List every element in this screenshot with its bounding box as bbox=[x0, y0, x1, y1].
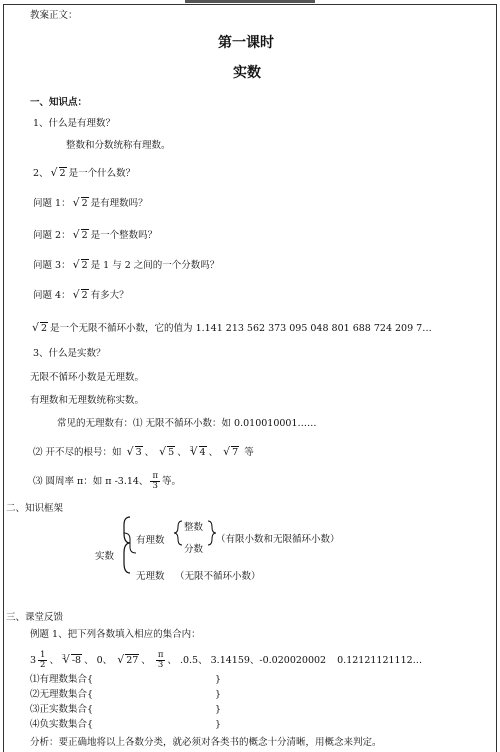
sqrt-27-inner: 27 bbox=[126, 655, 139, 666]
set-close: } bbox=[215, 704, 222, 715]
sqrt-2 bbox=[51, 168, 67, 180]
framework-irrational: 无理数 bbox=[136, 571, 165, 582]
answer-1: 整数和分数统称有理数。 bbox=[66, 140, 171, 151]
zero: 0 bbox=[96, 655, 103, 666]
set-rational bbox=[30, 674, 222, 686]
sqrt-2-inner: 2 bbox=[81, 290, 88, 301]
problem-1-suffix: 是有理数吗？ bbox=[90, 198, 148, 209]
framework-irrational-note: （无限不循环小数） bbox=[175, 571, 261, 582]
pi-over-3-num: π bbox=[157, 650, 164, 660]
cbrt-index: 3 bbox=[62, 653, 66, 661]
set-close: } bbox=[215, 719, 222, 730]
problem-1-prefix: 问题 1： bbox=[33, 198, 71, 209]
mixed-den: 2 bbox=[40, 660, 46, 670]
sqrt-2 bbox=[73, 198, 89, 210]
mixed-fraction bbox=[38, 651, 47, 670]
pi-num: π bbox=[152, 471, 159, 481]
pi-over-3 bbox=[156, 651, 166, 670]
section3-heading: 三、课堂反馈 bbox=[6, 612, 64, 623]
sqrt-2 bbox=[32, 323, 48, 335]
sqrt-27 bbox=[117, 655, 139, 667]
problem-4-prefix: 问题 4： bbox=[33, 290, 71, 301]
problem-3 bbox=[33, 260, 219, 272]
roots-line: ⑵ 开不尽的根号：如 √ 3 、 √ 5 、 $^3$√ 4 、 √ 7 等 bbox=[33, 444, 254, 459]
root-inner: 4 bbox=[199, 447, 206, 459]
pi-suffix: 等。 bbox=[162, 476, 182, 487]
root-inner: 7 bbox=[232, 447, 239, 459]
sqrt-2 bbox=[73, 230, 89, 242]
roots-prefix: ⑵ 开不尽的根号：如 bbox=[33, 447, 122, 459]
q2-prefix: 2、 bbox=[33, 168, 49, 179]
mixed-num: 1 bbox=[40, 650, 46, 660]
cbrt-4 bbox=[191, 447, 207, 459]
problem-4 bbox=[33, 290, 129, 302]
set-label: ⑴有理数集合{ bbox=[30, 674, 94, 685]
q2-suffix: 是一个什么数？ bbox=[68, 168, 136, 179]
problem-2-suffix: 是一个整数吗？ bbox=[90, 230, 158, 241]
question-3: 3、什么是实数？ bbox=[33, 348, 106, 359]
def-irrational: 无限不循环小数是无理数。 bbox=[30, 372, 145, 383]
problem-1 bbox=[33, 198, 148, 210]
sqrt-2 bbox=[73, 260, 89, 272]
sqrt-2-inner: 2 bbox=[81, 260, 88, 271]
sqrt-2-inner: 2 bbox=[81, 230, 88, 241]
header-label: 教案正文： bbox=[30, 10, 78, 21]
numbers-line: 3 $\frac{1}{2}$ 、 $^3$√ -8 、 0、 √ 27 、 $\frac{\pi}{3}$ 、 .0.5、 3.14159、-0.020020002 0.12121121112… bbox=[30, 651, 422, 670]
set-label: ⑵无理数集合{ bbox=[30, 689, 94, 700]
question-2 bbox=[33, 168, 135, 180]
lesson-title: 第一课时 bbox=[218, 35, 274, 51]
roots-suffix: 等 bbox=[244, 447, 254, 459]
problem-3-suffix: 是 1 与 2 之间的一个分数吗？ bbox=[90, 260, 220, 271]
sqrt-2-inner: 2 bbox=[81, 198, 88, 209]
sqrt-5 bbox=[159, 447, 175, 459]
lesson-subtitle: 实数 bbox=[233, 65, 261, 81]
root-inner: 5 bbox=[168, 447, 175, 459]
cbrt-inner: -8 bbox=[71, 655, 82, 666]
sqrt-2-inner: 2 bbox=[41, 323, 48, 334]
sqrt-7 bbox=[223, 447, 239, 459]
framework-rational-note: （有限小数和无限循环小数） bbox=[216, 534, 340, 545]
example-1: 例题 1、把下列各数填入相应的集合内： bbox=[30, 629, 201, 640]
framework-rational: 有理数 bbox=[136, 535, 165, 546]
mixed-whole: 3 bbox=[30, 655, 37, 666]
problem-2-prefix: 问题 2： bbox=[33, 230, 71, 241]
set-close: } bbox=[215, 689, 222, 700]
set-negative-real bbox=[30, 719, 222, 731]
set-label: ⑶正实数集合{ bbox=[30, 704, 94, 715]
root-inner: 3 bbox=[135, 447, 142, 459]
section2-heading: 二、知识框架 bbox=[6, 503, 64, 514]
question-1: 1、什么是有理数？ bbox=[33, 118, 116, 129]
header-strip bbox=[185, 0, 315, 3]
pi-fraction bbox=[150, 472, 160, 491]
set-positive-real bbox=[30, 704, 222, 716]
pi-over-3-den: 3 bbox=[157, 660, 164, 670]
repeating-decimal: .0.5 bbox=[179, 655, 199, 666]
framework-root: 实数 bbox=[95, 551, 115, 562]
cbrt-index: 3 bbox=[189, 446, 194, 453]
pi-den: 3 bbox=[152, 481, 158, 491]
def-real: 有理数和无理数统称实数。 bbox=[30, 395, 145, 406]
set-close: } bbox=[215, 674, 222, 685]
number-list-last: 0.12121121112… bbox=[337, 655, 423, 666]
sqrt2-value-line bbox=[30, 323, 432, 335]
pi-prefix: ⑶ 圆周率 π：如 π -3.14、 bbox=[33, 476, 149, 487]
set-irrational bbox=[30, 689, 222, 701]
framework-integer: 整数 bbox=[184, 522, 204, 533]
pi-line bbox=[33, 472, 181, 491]
framework-fraction: 分数 bbox=[184, 544, 204, 555]
sqrt-3 bbox=[127, 447, 143, 459]
problem-2 bbox=[33, 230, 157, 242]
set-label: ⑷负实数集合{ bbox=[30, 719, 94, 730]
section1-heading: 一、知识点： bbox=[30, 97, 88, 108]
common-irrational: 常见的无理数有：⑴ 无限不循环小数：如 0.010010001…… bbox=[57, 418, 317, 429]
sqrt2-value: 是一个无限不循环小数，它的值为 1.141 213 562 373 095 048 801 688 724 209 7… bbox=[50, 323, 432, 334]
problem-3-prefix: 问题 3： bbox=[33, 260, 71, 271]
sqrt-2-inner: 2 bbox=[59, 168, 66, 179]
problem-4-suffix: 有多大？ bbox=[90, 290, 129, 301]
number-list-rest: 3.14159、-0.020020002 bbox=[210, 655, 327, 666]
analysis: 分析：要正确地将以上各数分类，就必须对各类书的概念十分清晰，用概念来判定。 bbox=[30, 737, 382, 748]
cbrt-neg8 bbox=[63, 655, 82, 667]
sqrt-2 bbox=[73, 290, 89, 302]
